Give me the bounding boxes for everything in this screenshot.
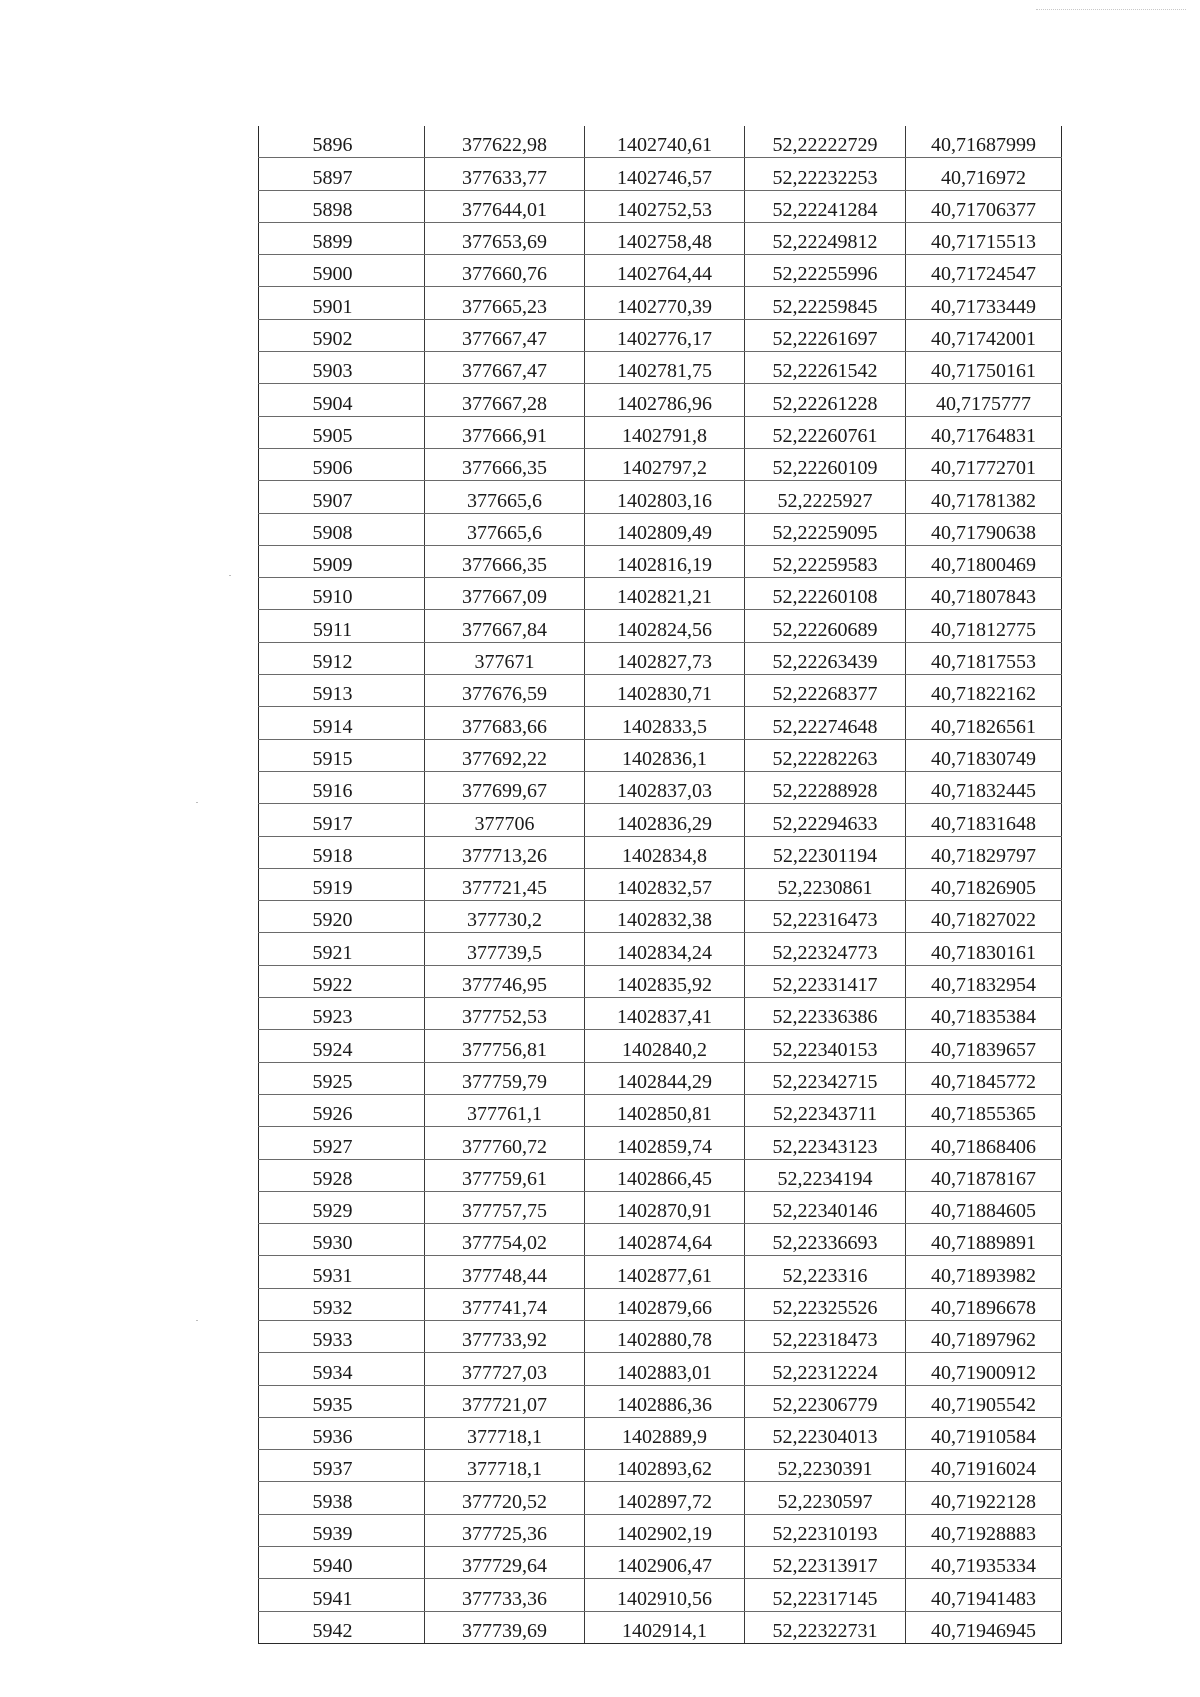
- table-row: [259, 707, 1062, 739]
- table-row: [259, 1514, 1062, 1546]
- longitude-cell: 40,71900912: [906, 1353, 1062, 1385]
- point-number-cell: 5921: [259, 933, 425, 965]
- longitude-cell: 40,71830749: [906, 739, 1062, 771]
- longitude-cell: 40,71826561: [906, 707, 1062, 739]
- coordinates-table-body: [259, 126, 1062, 1643]
- point-number-cell: 5911: [259, 610, 425, 642]
- latitude-cell: 52,22313917: [745, 1547, 906, 1579]
- y-coordinate-cell: 1402902,19: [585, 1514, 745, 1546]
- table-row: [259, 481, 1062, 513]
- latitude-cell: 52,22232253: [745, 158, 906, 190]
- y-coordinate-cell: 1402886,36: [585, 1385, 745, 1417]
- point-number-cell: 5918: [259, 836, 425, 868]
- y-coordinate-cell: 1402834,8: [585, 836, 745, 868]
- y-coordinate-cell: 1402893,62: [585, 1450, 745, 1482]
- latitude-cell: 52,2230597: [745, 1482, 906, 1514]
- point-number-cell: 5910: [259, 578, 425, 610]
- x-coordinate-cell: 377699,67: [425, 771, 585, 803]
- table-row: [259, 545, 1062, 577]
- latitude-cell: 52,22260761: [745, 416, 906, 448]
- table-row: [259, 771, 1062, 803]
- latitude-cell: 52,22340153: [745, 1030, 906, 1062]
- point-number-cell: 5923: [259, 998, 425, 1030]
- table-row: [259, 1353, 1062, 1385]
- y-coordinate-cell: 1402764,44: [585, 255, 745, 287]
- longitude-cell: 40,71916024: [906, 1450, 1062, 1482]
- table-row: [259, 1611, 1062, 1643]
- latitude-cell: 52,22317145: [745, 1579, 906, 1611]
- table-row: [259, 1030, 1062, 1062]
- longitude-cell: 40,71845772: [906, 1062, 1062, 1094]
- y-coordinate-cell: 1402821,21: [585, 578, 745, 610]
- latitude-cell: 52,22340146: [745, 1191, 906, 1223]
- point-number-cell: 5916: [259, 771, 425, 803]
- latitude-cell: 52,2230861: [745, 868, 906, 900]
- longitude-cell: 40,71832445: [906, 771, 1062, 803]
- x-coordinate-cell: 377667,47: [425, 319, 585, 351]
- x-coordinate-cell: 377733,92: [425, 1320, 585, 1352]
- x-coordinate-cell: 377660,76: [425, 255, 585, 287]
- y-coordinate-cell: 1402770,39: [585, 287, 745, 319]
- latitude-cell: 52,223316: [745, 1256, 906, 1288]
- y-coordinate-cell: 1402850,81: [585, 1094, 745, 1126]
- point-number-cell: 5914: [259, 707, 425, 739]
- x-coordinate-cell: 377683,66: [425, 707, 585, 739]
- y-coordinate-cell: 1402879,66: [585, 1288, 745, 1320]
- point-number-cell: 5931: [259, 1256, 425, 1288]
- latitude-cell: 52,22249812: [745, 222, 906, 254]
- x-coordinate-cell: 377676,59: [425, 675, 585, 707]
- point-number-cell: 5903: [259, 352, 425, 384]
- table-row: [259, 804, 1062, 836]
- longitude-cell: 40,71764831: [906, 416, 1062, 448]
- y-coordinate-cell: 1402883,01: [585, 1353, 745, 1385]
- y-coordinate-cell: 1402844,29: [585, 1062, 745, 1094]
- latitude-cell: 52,22324773: [745, 933, 906, 965]
- y-coordinate-cell: 1402803,16: [585, 481, 745, 513]
- x-coordinate-cell: 377756,81: [425, 1030, 585, 1062]
- latitude-cell: 52,22255996: [745, 255, 906, 287]
- x-coordinate-cell: 377713,26: [425, 836, 585, 868]
- scan-artifact-dot: [196, 802, 198, 803]
- longitude-cell: 40,71742001: [906, 319, 1062, 351]
- y-coordinate-cell: 1402837,41: [585, 998, 745, 1030]
- table-row: [259, 739, 1062, 771]
- y-coordinate-cell: 1402836,29: [585, 804, 745, 836]
- y-coordinate-cell: 1402816,19: [585, 545, 745, 577]
- latitude-cell: 52,22322731: [745, 1611, 906, 1643]
- latitude-cell: 52,22263439: [745, 642, 906, 674]
- table-row: [259, 1450, 1062, 1482]
- x-coordinate-cell: 377727,03: [425, 1353, 585, 1385]
- point-number-cell: 5896: [259, 126, 425, 158]
- latitude-cell: 52,22259583: [745, 545, 906, 577]
- longitude-cell: 40,71830161: [906, 933, 1062, 965]
- table-row: [259, 384, 1062, 416]
- y-coordinate-cell: 1402877,61: [585, 1256, 745, 1288]
- x-coordinate-cell: 377752,53: [425, 998, 585, 1030]
- x-coordinate-cell: 377666,35: [425, 448, 585, 480]
- table-row: [259, 352, 1062, 384]
- longitude-cell: 40,71935334: [906, 1547, 1062, 1579]
- y-coordinate-cell: 1402840,2: [585, 1030, 745, 1062]
- point-number-cell: 5940: [259, 1547, 425, 1579]
- latitude-cell: 52,22268377: [745, 675, 906, 707]
- x-coordinate-cell: 377633,77: [425, 158, 585, 190]
- y-coordinate-cell: 1402837,03: [585, 771, 745, 803]
- longitude-cell: 40,71706377: [906, 190, 1062, 222]
- point-number-cell: 5915: [259, 739, 425, 771]
- longitude-cell: 40,71822162: [906, 675, 1062, 707]
- longitude-cell: 40,71839657: [906, 1030, 1062, 1062]
- y-coordinate-cell: 1402880,78: [585, 1320, 745, 1352]
- y-coordinate-cell: 1402781,75: [585, 352, 745, 384]
- latitude-cell: 52,22260109: [745, 448, 906, 480]
- point-number-cell: 5898: [259, 190, 425, 222]
- longitude-cell: 40,71826905: [906, 868, 1062, 900]
- latitude-cell: 52,22288928: [745, 771, 906, 803]
- latitude-cell: 52,22259845: [745, 287, 906, 319]
- y-coordinate-cell: 1402786,96: [585, 384, 745, 416]
- point-number-cell: 5900: [259, 255, 425, 287]
- y-coordinate-cell: 1402834,24: [585, 933, 745, 965]
- x-coordinate-cell: 377739,69: [425, 1611, 585, 1643]
- point-number-cell: 5935: [259, 1385, 425, 1417]
- table-row: [259, 1224, 1062, 1256]
- longitude-cell: 40,71889891: [906, 1224, 1062, 1256]
- table-row: [259, 1062, 1062, 1094]
- point-number-cell: 5938: [259, 1482, 425, 1514]
- x-coordinate-cell: 377667,09: [425, 578, 585, 610]
- longitude-cell: 40,71868406: [906, 1127, 1062, 1159]
- point-number-cell: 5939: [259, 1514, 425, 1546]
- table-row: [259, 868, 1062, 900]
- latitude-cell: 52,22260108: [745, 578, 906, 610]
- x-coordinate-cell: 377725,36: [425, 1514, 585, 1546]
- latitude-cell: 52,22310193: [745, 1514, 906, 1546]
- longitude-cell: 40,71790638: [906, 513, 1062, 545]
- table-row: [259, 965, 1062, 997]
- x-coordinate-cell: 377733,36: [425, 1579, 585, 1611]
- point-number-cell: 5902: [259, 319, 425, 351]
- latitude-cell: 52,22259095: [745, 513, 906, 545]
- table-row: [259, 1320, 1062, 1352]
- latitude-cell: 52,22301194: [745, 836, 906, 868]
- table-row: [259, 933, 1062, 965]
- point-number-cell: 5942: [259, 1611, 425, 1643]
- x-coordinate-cell: 377761,1: [425, 1094, 585, 1126]
- table-row: [259, 998, 1062, 1030]
- point-number-cell: 5899: [259, 222, 425, 254]
- longitude-cell: 40,71893982: [906, 1256, 1062, 1288]
- coordinates-table: [258, 126, 1062, 1644]
- table-row: [259, 1127, 1062, 1159]
- point-number-cell: 5922: [259, 965, 425, 997]
- x-coordinate-cell: 377729,64: [425, 1547, 585, 1579]
- y-coordinate-cell: 1402830,71: [585, 675, 745, 707]
- point-number-cell: 5907: [259, 481, 425, 513]
- longitude-cell: 40,71772701: [906, 448, 1062, 480]
- x-coordinate-cell: 377739,5: [425, 933, 585, 965]
- longitude-cell: 40,71733449: [906, 287, 1062, 319]
- longitude-cell: 40,71800469: [906, 545, 1062, 577]
- latitude-cell: 52,22336693: [745, 1224, 906, 1256]
- table-row: [259, 1159, 1062, 1191]
- point-number-cell: 5941: [259, 1579, 425, 1611]
- longitude-cell: 40,71715513: [906, 222, 1062, 254]
- table-row: [259, 1547, 1062, 1579]
- longitude-cell: 40,716972: [906, 158, 1062, 190]
- point-number-cell: 5934: [259, 1353, 425, 1385]
- latitude-cell: 52,22343711: [745, 1094, 906, 1126]
- table-row: [259, 642, 1062, 674]
- y-coordinate-cell: 1402791,8: [585, 416, 745, 448]
- point-number-cell: 5901: [259, 287, 425, 319]
- longitude-cell: 40,71831648: [906, 804, 1062, 836]
- x-coordinate-cell: 377757,75: [425, 1191, 585, 1223]
- y-coordinate-cell: 1402914,1: [585, 1611, 745, 1643]
- table-row: [259, 158, 1062, 190]
- latitude-cell: 52,22260689: [745, 610, 906, 642]
- x-coordinate-cell: 377760,72: [425, 1127, 585, 1159]
- x-coordinate-cell: 377746,95: [425, 965, 585, 997]
- point-number-cell: 5928: [259, 1159, 425, 1191]
- point-number-cell: 5930: [259, 1224, 425, 1256]
- longitude-cell: 40,7175777: [906, 384, 1062, 416]
- point-number-cell: 5926: [259, 1094, 425, 1126]
- y-coordinate-cell: 1402897,72: [585, 1482, 745, 1514]
- x-coordinate-cell: 377741,74: [425, 1288, 585, 1320]
- y-coordinate-cell: 1402906,47: [585, 1547, 745, 1579]
- latitude-cell: 52,22261697: [745, 319, 906, 351]
- table-row: [259, 610, 1062, 642]
- point-number-cell: 5929: [259, 1191, 425, 1223]
- longitude-cell: 40,71855365: [906, 1094, 1062, 1126]
- longitude-cell: 40,71832954: [906, 965, 1062, 997]
- x-coordinate-cell: 377671: [425, 642, 585, 674]
- point-number-cell: 5909: [259, 545, 425, 577]
- point-number-cell: 5897: [259, 158, 425, 190]
- table-row: [259, 513, 1062, 545]
- longitude-cell: 40,71922128: [906, 1482, 1062, 1514]
- point-number-cell: 5908: [259, 513, 425, 545]
- y-coordinate-cell: 1402827,73: [585, 642, 745, 674]
- table-row: [259, 578, 1062, 610]
- y-coordinate-cell: 1402889,9: [585, 1417, 745, 1449]
- latitude-cell: 52,22294633: [745, 804, 906, 836]
- latitude-cell: 52,22343123: [745, 1127, 906, 1159]
- table-row: [259, 836, 1062, 868]
- x-coordinate-cell: 377748,44: [425, 1256, 585, 1288]
- y-coordinate-cell: 1402752,53: [585, 190, 745, 222]
- table-row: [259, 1288, 1062, 1320]
- y-coordinate-cell: 1402832,38: [585, 901, 745, 933]
- x-coordinate-cell: 377665,6: [425, 481, 585, 513]
- y-coordinate-cell: 1402740,61: [585, 126, 745, 158]
- latitude-cell: 52,2230391: [745, 1450, 906, 1482]
- scan-artifact-line: [1036, 9, 1186, 13]
- point-number-cell: 5905: [259, 416, 425, 448]
- x-coordinate-cell: 377665,6: [425, 513, 585, 545]
- table-row: [259, 448, 1062, 480]
- longitude-cell: 40,71905542: [906, 1385, 1062, 1417]
- longitude-cell: 40,71910584: [906, 1417, 1062, 1449]
- longitude-cell: 40,71896678: [906, 1288, 1062, 1320]
- point-number-cell: 5936: [259, 1417, 425, 1449]
- x-coordinate-cell: 377653,69: [425, 222, 585, 254]
- x-coordinate-cell: 377721,45: [425, 868, 585, 900]
- longitude-cell: 40,71835384: [906, 998, 1062, 1030]
- y-coordinate-cell: 1402832,57: [585, 868, 745, 900]
- longitude-cell: 40,71897962: [906, 1320, 1062, 1352]
- table-row: [259, 1191, 1062, 1223]
- x-coordinate-cell: 377718,1: [425, 1450, 585, 1482]
- longitude-cell: 40,71807843: [906, 578, 1062, 610]
- y-coordinate-cell: 1402835,92: [585, 965, 745, 997]
- latitude-cell: 52,22306779: [745, 1385, 906, 1417]
- latitude-cell: 52,22316473: [745, 901, 906, 933]
- y-coordinate-cell: 1402866,45: [585, 1159, 745, 1191]
- longitude-cell: 40,71750161: [906, 352, 1062, 384]
- latitude-cell: 52,22325526: [745, 1288, 906, 1320]
- latitude-cell: 52,22312224: [745, 1353, 906, 1385]
- point-number-cell: 5924: [259, 1030, 425, 1062]
- longitude-cell: 40,71884605: [906, 1191, 1062, 1223]
- point-number-cell: 5933: [259, 1320, 425, 1352]
- y-coordinate-cell: 1402776,17: [585, 319, 745, 351]
- x-coordinate-cell: 377666,91: [425, 416, 585, 448]
- point-number-cell: 5925: [259, 1062, 425, 1094]
- y-coordinate-cell: 1402836,1: [585, 739, 745, 771]
- table-row: [259, 190, 1062, 222]
- longitude-cell: 40,71928883: [906, 1514, 1062, 1546]
- x-coordinate-cell: 377644,01: [425, 190, 585, 222]
- table-row: [259, 1482, 1062, 1514]
- latitude-cell: 52,22241284: [745, 190, 906, 222]
- x-coordinate-cell: 377718,1: [425, 1417, 585, 1449]
- latitude-cell: 52,22342715: [745, 1062, 906, 1094]
- latitude-cell: 52,22336386: [745, 998, 906, 1030]
- table-row: [259, 1094, 1062, 1126]
- x-coordinate-cell: 377666,35: [425, 545, 585, 577]
- x-coordinate-cell: 377622,98: [425, 126, 585, 158]
- y-coordinate-cell: 1402874,64: [585, 1224, 745, 1256]
- longitude-cell: 40,71817553: [906, 642, 1062, 674]
- latitude-cell: 52,22282263: [745, 739, 906, 771]
- table-row: [259, 416, 1062, 448]
- point-number-cell: 5912: [259, 642, 425, 674]
- longitude-cell: 40,71829797: [906, 836, 1062, 868]
- table-row: [259, 1385, 1062, 1417]
- point-number-cell: 5917: [259, 804, 425, 836]
- longitude-cell: 40,71946945: [906, 1611, 1062, 1643]
- x-coordinate-cell: 377754,02: [425, 1224, 585, 1256]
- y-coordinate-cell: 1402797,2: [585, 448, 745, 480]
- x-coordinate-cell: 377667,84: [425, 610, 585, 642]
- x-coordinate-cell: 377721,07: [425, 1385, 585, 1417]
- point-number-cell: 5904: [259, 384, 425, 416]
- point-number-cell: 5937: [259, 1450, 425, 1482]
- latitude-cell: 52,22274648: [745, 707, 906, 739]
- y-coordinate-cell: 1402758,48: [585, 222, 745, 254]
- point-number-cell: 5920: [259, 901, 425, 933]
- y-coordinate-cell: 1402910,56: [585, 1579, 745, 1611]
- y-coordinate-cell: 1402809,49: [585, 513, 745, 545]
- point-number-cell: 5932: [259, 1288, 425, 1320]
- latitude-cell: 52,2225927: [745, 481, 906, 513]
- table-row: [259, 319, 1062, 351]
- table-row: [259, 287, 1062, 319]
- longitude-cell: 40,71687999: [906, 126, 1062, 158]
- point-number-cell: 5913: [259, 675, 425, 707]
- longitude-cell: 40,71941483: [906, 1579, 1062, 1611]
- table-row: [259, 675, 1062, 707]
- x-coordinate-cell: 377692,22: [425, 739, 585, 771]
- y-coordinate-cell: 1402859,74: [585, 1127, 745, 1159]
- point-number-cell: 5919: [259, 868, 425, 900]
- y-coordinate-cell: 1402824,56: [585, 610, 745, 642]
- table-row: [259, 901, 1062, 933]
- x-coordinate-cell: 377730,2: [425, 901, 585, 933]
- x-coordinate-cell: 377665,23: [425, 287, 585, 319]
- y-coordinate-cell: 1402746,57: [585, 158, 745, 190]
- x-coordinate-cell: 377759,61: [425, 1159, 585, 1191]
- longitude-cell: 40,71812775: [906, 610, 1062, 642]
- latitude-cell: 52,22331417: [745, 965, 906, 997]
- x-coordinate-cell: 377667,28: [425, 384, 585, 416]
- y-coordinate-cell: 1402870,91: [585, 1191, 745, 1223]
- x-coordinate-cell: 377706: [425, 804, 585, 836]
- longitude-cell: 40,71878167: [906, 1159, 1062, 1191]
- x-coordinate-cell: 377720,52: [425, 1482, 585, 1514]
- y-coordinate-cell: 1402833,5: [585, 707, 745, 739]
- longitude-cell: 40,71724547: [906, 255, 1062, 287]
- x-coordinate-cell: 377759,79: [425, 1062, 585, 1094]
- point-number-cell: 5906: [259, 448, 425, 480]
- latitude-cell: 52,22318473: [745, 1320, 906, 1352]
- latitude-cell: 52,2234194: [745, 1159, 906, 1191]
- latitude-cell: 52,22222729: [745, 126, 906, 158]
- table-row: [259, 222, 1062, 254]
- table-row: [259, 1579, 1062, 1611]
- scan-artifact-dot: [196, 1320, 198, 1321]
- x-coordinate-cell: 377667,47: [425, 352, 585, 384]
- longitude-cell: 40,71827022: [906, 901, 1062, 933]
- latitude-cell: 52,22261542: [745, 352, 906, 384]
- point-number-cell: 5927: [259, 1127, 425, 1159]
- longitude-cell: 40,71781382: [906, 481, 1062, 513]
- latitude-cell: 52,22304013: [745, 1417, 906, 1449]
- table-row: [259, 1417, 1062, 1449]
- scan-artifact-dot: [229, 575, 231, 576]
- latitude-cell: 52,22261228: [745, 384, 906, 416]
- table-row: [259, 255, 1062, 287]
- table-row: [259, 126, 1062, 158]
- table-row: [259, 1256, 1062, 1288]
